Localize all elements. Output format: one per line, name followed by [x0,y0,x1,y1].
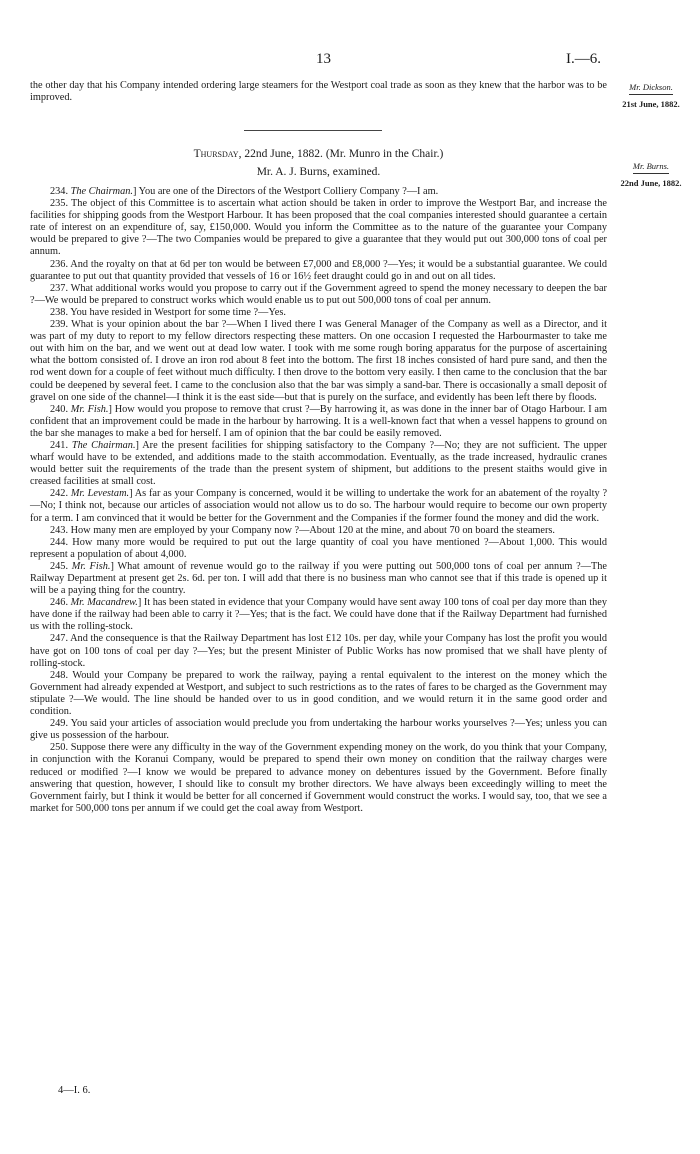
question-number: 236. [50,258,71,270]
section-divider [244,130,382,131]
paragraph-text: ] It has been stated in evidence that your Company would have sent away 100 tons of coal per day more than they have done if the railway had been able to carry it ?—Yes; that is the fact. We could have done that if the Railway Department had furnished us with the rolling-stock. [30,597,607,633]
question-number: 234. [50,186,71,197]
question-number: 238. [50,306,71,318]
evidence-paragraph [30,186,607,198]
question-number: 239. [50,319,72,331]
paragraph-text: And the consequence is that the Railway Department has lost £12 10s. per day, while your Company has lost the profit you would have got on 100 tons of coal per day ?—Yes; but the present Minister of Public Works has now promised that we shall have plenty of rolling-stock. [30,633,607,669]
question-number: 248. [50,669,73,681]
evidence-paragraph [30,307,607,319]
paragraph-text: Suppose there were any difficulty in the way of the Government expending money on the work, do you think that your Company, in conjunction with the Koranui Company, would be prepared to spend their own money on condition that the railway charges were reduced or modified ?—I know we would be prepared to advance money on debentures issued by the Government. Before finally answering that question, however, I should like to consult my brother directors. We have always been exceedingly willing to meet the Government fairly, but I think it would be better for all concerned if Government would construct the works. I would say, too, that we see a market for 500,000 tons per annum if we could get the coal away from Westport. [30,742,608,814]
margin-note-burns [614,160,688,189]
evidence-paragraph [30,633,607,669]
session-chair: (Mr. Munro in the Chair.) [322,148,444,160]
question-number: 240. [50,403,71,415]
paragraph-text: ] Are the present facilities for shipping satisfactory to the Company ?—No; they are not sufficient. The upper wharf would have to be extended, and additions made to the staith accommodation. Eventually, as the trade increased, hydraulic cranes would better suit the requirements of the trade than the present system of shipment, but additions to the present staiths would give in creased facilities at small cost. [30,439,607,488]
intro-paragraph [30,80,607,104]
paragraph-text: And the royalty on that at 6d per ton would be between £7,000 and £8,000 ?—Yes; it would be a substantial guarantee. We could guarantee to put out that quantity provided that vessels of 16 or 16½ feet draught could go in and out on all tides. [30,258,607,282]
speaker-name: Mr. Levestam. [70,488,130,500]
evidence-paragraph [30,319,607,404]
question-number: 243. [50,524,71,536]
speaker-name: Mr. Fish. [71,560,111,572]
evidence-paragraph [30,670,607,718]
evidence-paragraph [30,440,607,488]
paragraph-text: ] You are one of the Directors of the Westport Colliery Company ?—I am. [132,186,439,197]
question-number: 242. [50,488,71,500]
paragraph-text: ] As far as your Company is concerned, would it be willing to undertake the work for an abatement of the royalty ?—No; I think not, because our articles of association would not allow us to do so. The harbour would require to become our own property for a term. I am convinced that it would be better for the Government and the Companies if the former found the money and did the work. [30,488,608,524]
evidence-paragraph [30,283,607,307]
question-number: 250. [50,742,71,754]
witness-heading: Mr. A. J. Burns, examined. [256,166,381,178]
evidence-paragraph [30,537,607,561]
margin-note-dickson [614,81,688,110]
speaker-name: Mr. Macandrew. [70,597,138,609]
evidence-paragraph [30,718,607,742]
evidence-paragraph [30,488,607,524]
question-number: 235. [50,198,72,210]
question-number: 247. [50,633,71,645]
evidence-paragraph [30,597,607,633]
page-number: 13 [316,51,331,67]
evidence-paragraph [30,404,607,440]
paragraph-text: What additional works would you propose to carry out if the Government agreed to spend the money necessary to deepen the bar ?—We would be prepared to construct works which would enable us to put out 500,000 tons of coal per annum. [30,282,607,306]
paragraph-text: You have resided in Westport for some time ?—Yes. [70,306,286,318]
speaker-name: The Chairman. [70,186,133,197]
paragraph-text: How many more would be required to put out the large quantity of coal you have mentioned ?—About 1,000. This would represent a population of about 4,000. [30,536,607,560]
paragraph-text: ] What amount of revenue would go to the railway if you were putting out 500,000 tons of coal per annum ?—The Railway Department at present get 2s. 6d. per ton. I will add that there is no business man who cannot see that if this trade is opened up it will be a paying thing for the country. [30,560,607,597]
paragraph-text: Would your Company be prepared to work the railway, paying a rental equivalent to the interest on the money which the Government had already expended at Westport, and subject to such restrictions as to the rates of fares to be charged as the Government may stipulate ?—We would. The line should be handed over to us in good condition, and we would return it in the same good order and condition. [30,669,607,718]
paragraph-text: How many men are employed by your Company now ?—About 120 at the mine, and about 70 on board the steamers. [70,524,556,536]
speaker-name: The Chairman. [71,439,136,451]
paragraph-text: ] How would you propose to remove that crust ?—By harrowing it, as was done in the inner bar of Otago Harbour. I am confident that an improvement could be made in the harbour by harrowing. It is a well-known fact that when a vessel happens to ground on the bar she manages to make a bed for herself. I am of opinion that the bar could be easily removed. [30,403,607,439]
evidence-body [30,186,607,815]
evidence-paragraph [30,525,607,537]
session-day: Thursday [193,148,239,160]
paragraph-text: What is your opinion about the bar ?—When I lived there I was General Manager of the Company as well as a Director, and it was part of my duty to report to my fellow directors respecting these matters. On one occasion I requested the Harbourmaster to take me out with him on the bar, and we went out at dead low water. I took with me some rough boring apparatus for the purpose of ascertaining what the bottom consisted of. I drove an iron rod about 8 feet into the bottom. The first 18 inches consisted of hard pure sand, and then the rod went down for a couple of feet without much difficulty. I then drove to the bottom very easily. I then came to the conclusion that the bar could be deepened by several feet. I came to the conclusion also that the bar was simply a sand-bar. There is occasionally a small deposit of gravel on one side of the channel—I think it is the east side—but that is purely on the surface, and evidently has been left there by floods. [30,319,607,403]
evidence-paragraph [30,259,607,283]
signature-mark: 4—I. 6. [58,1085,91,1096]
margin-note-date: 21st June, 1882. [622,99,680,109]
evidence-paragraph [30,198,607,258]
evidence-paragraph [30,561,607,597]
paragraph-text: The object of this Committee is to ascertain what action should be taken in order to improve the Westport Bar, and increase the facilities for shipping goods from the Westport Harbour. It has been proposed that the coal companies interested should guarantee a certain rate of interest on an expenditure of, say, £150,000. Would you inform the Committee as to the nature of the guarantee your Company would be prepared to give ?—The two Companies would be prepared to give a guarantee that they would put out 300,000 tons of coal per annum. [30,198,607,258]
margin-note-date: 22nd June, 1882. [620,178,682,188]
question-number: 244. [50,536,73,548]
evidence-paragraph [30,742,607,815]
question-number: 246. [50,597,71,609]
margin-note-name: Mr. Burns. [633,160,669,174]
question-number: 241. [50,439,72,451]
speaker-name: Mr. Fish. [70,403,109,415]
question-number: 249. [50,718,71,730]
document-reference: I.—6. [566,51,601,67]
question-number: 245. [50,560,72,572]
session-heading [30,148,607,160]
paragraph-text: You said your articles of association would preclude you from undertaking the harbour works yourselves ?—Yes; unless you can give us possession of the harbour. [30,718,608,742]
margin-note-name: Mr. Dickson. [629,81,673,95]
question-number: 237. [50,282,71,294]
session-date: , 22nd June, 1882. [238,148,323,160]
intro-text: the other day that his Company intended ordering large steamers for the Westport coal trade as soon as they knew that the harbor was to be improved. [30,80,607,104]
